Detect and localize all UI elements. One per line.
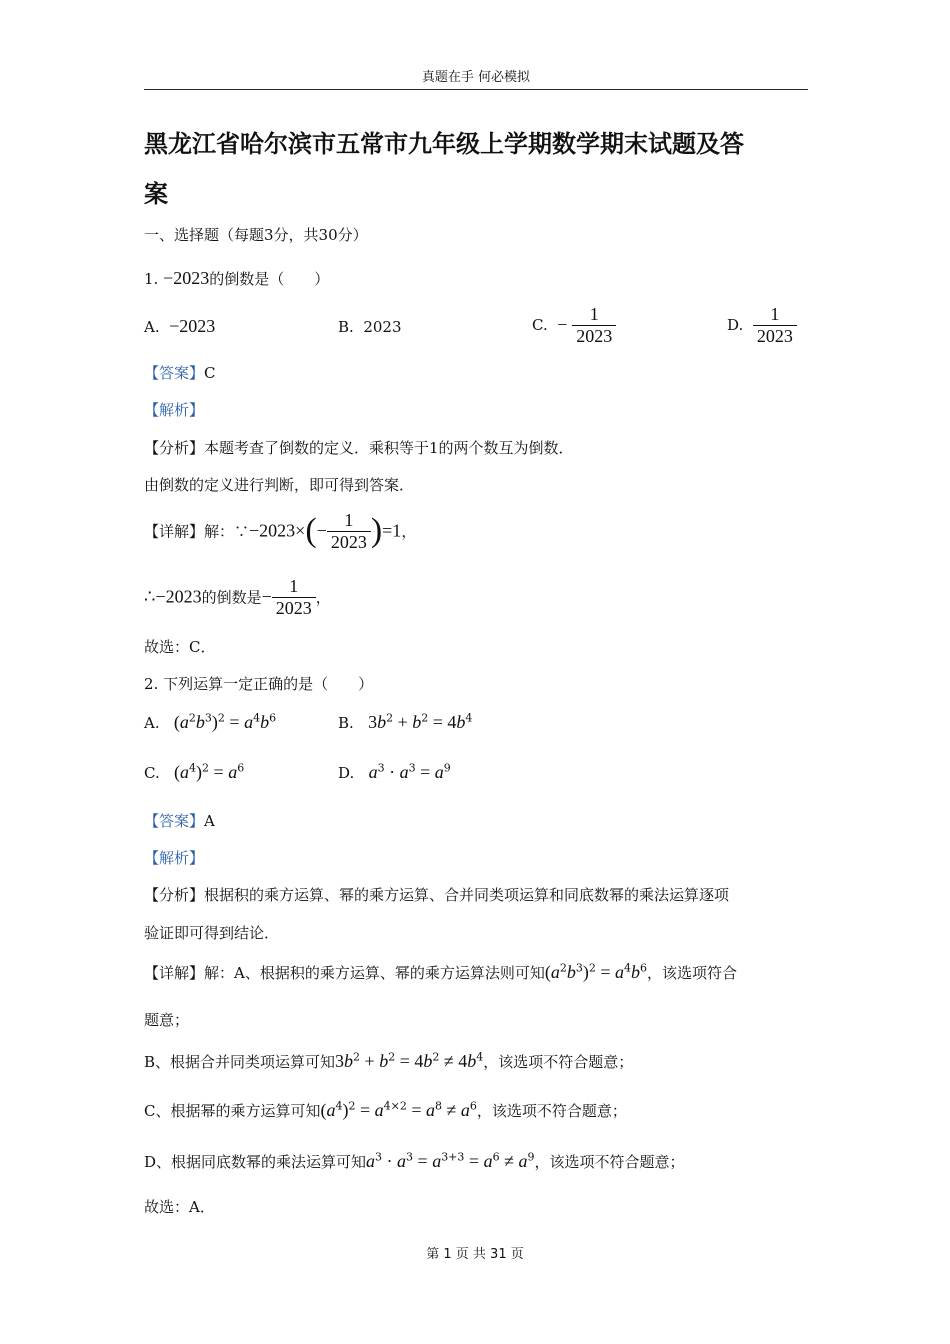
q2-detail-d: D、根据同底数幂的乘法运算可知$a^3 \cdot a^3 = a^{3+3} = a^6 \ne a^9$，该选项不符合题意； — [144, 1150, 685, 1171]
q1-detail-fraction: $\frac{1}{2023}$ — [327, 510, 371, 552]
q2-option-b: B. $3b^2 + b^2 = 4b^4$ — [338, 711, 473, 732]
q1-stem-text: 的倒数是（ ） — [209, 270, 330, 288]
q1-therefore-fraction: $\frac{1}{2023}$ — [272, 576, 316, 618]
q2-option-c: C. $(a^4)^2 = a^6$ — [144, 761, 245, 782]
q2-stem: 2. 下列运算一定正确的是（ ） — [144, 675, 374, 693]
q2-analysis-2: 验证即可得到结论． — [144, 924, 280, 942]
q2-option-d: D. $a^3 \cdot a^3 = a^9$ — [338, 761, 451, 782]
q2-detail-a: 【详解】解：A、根据积的乘方运算、幂的乘方运算法则可知$(a^2b^3)^2 = a^4b^6$，该选项符合 — [144, 961, 738, 982]
q1-option-c-fraction: $\frac{1}{2023}$ — [572, 304, 616, 346]
q1-choose: 故选：C． — [144, 638, 216, 656]
q2-option-a: A. $(a^2b^3)^2 = a^4b^6$ — [144, 711, 277, 732]
header-divider — [144, 89, 808, 90]
q1-option-c: C. − $\frac{1}{2023}$ — [532, 304, 616, 346]
q1-option-d: D. $\frac{1}{2023}$ — [727, 304, 797, 346]
q2-choose: 故选：A． — [144, 1198, 215, 1216]
q1-option-b: B. 2023 — [338, 318, 402, 336]
q1-analysis: 【分析】本题考查了倒数的定义．乘积等于1的两个数互为倒数． — [144, 439, 574, 457]
q2-detail-b: B、根据合并同类项运算可知$3b^2 + b^2 = 4b^2 \ne 4b^4$，该选项不符合题意； — [144, 1050, 634, 1071]
q1-analysis-2: 由倒数的定义进行判断，即可得到答案． — [144, 476, 415, 494]
doc-title-line1: 黑龙江省哈尔滨市五常市九年级上学期数学期末试题及答 — [144, 130, 744, 158]
q2-analysis: 【分析】根据积的乘方运算、幂的乘方运算、合并同类项运算和同底数幂的乘法运算逐项 — [144, 886, 730, 904]
q2-explain-tag: 【解析】 — [144, 849, 205, 867]
q1-detail: 【详解】解：∵−2023×(− $\frac{1}{2023}$ )=1， — [144, 510, 417, 552]
section-heading: 一、选择题（每题3分，共30分） — [144, 226, 368, 244]
doc-title-line2: 案 — [144, 180, 168, 208]
q2-detail-a-2: 题意； — [144, 1011, 190, 1029]
q1-stem — [144, 268, 329, 289]
q2-detail-c: C、根据幂的乘方运算可知$(a^4)^2 = a^{4\times 2} = a^8 \ne a^6$，该选项不符合题意； — [144, 1099, 627, 1120]
q2-answer: 【答案】A — [144, 812, 215, 830]
q1-answer: 【答案】C — [144, 364, 216, 382]
q1-option-d-fraction: $\frac{1}{2023}$ — [753, 304, 797, 346]
q1-explain-tag: 【解析】 — [144, 401, 205, 419]
q1-number: 1. — [144, 270, 159, 288]
page-header: 真题在手 何必模拟 — [421, 70, 531, 85]
q1-therefore: ∴−2023的倒数是− $\frac{1}{2023}$ ， — [144, 576, 331, 618]
page-footer: 第 1 页 共 31 页 — [426, 1247, 524, 1262]
q1-expr: −2023 — [163, 268, 210, 288]
q1-option-a: A. −2023 — [144, 316, 216, 336]
